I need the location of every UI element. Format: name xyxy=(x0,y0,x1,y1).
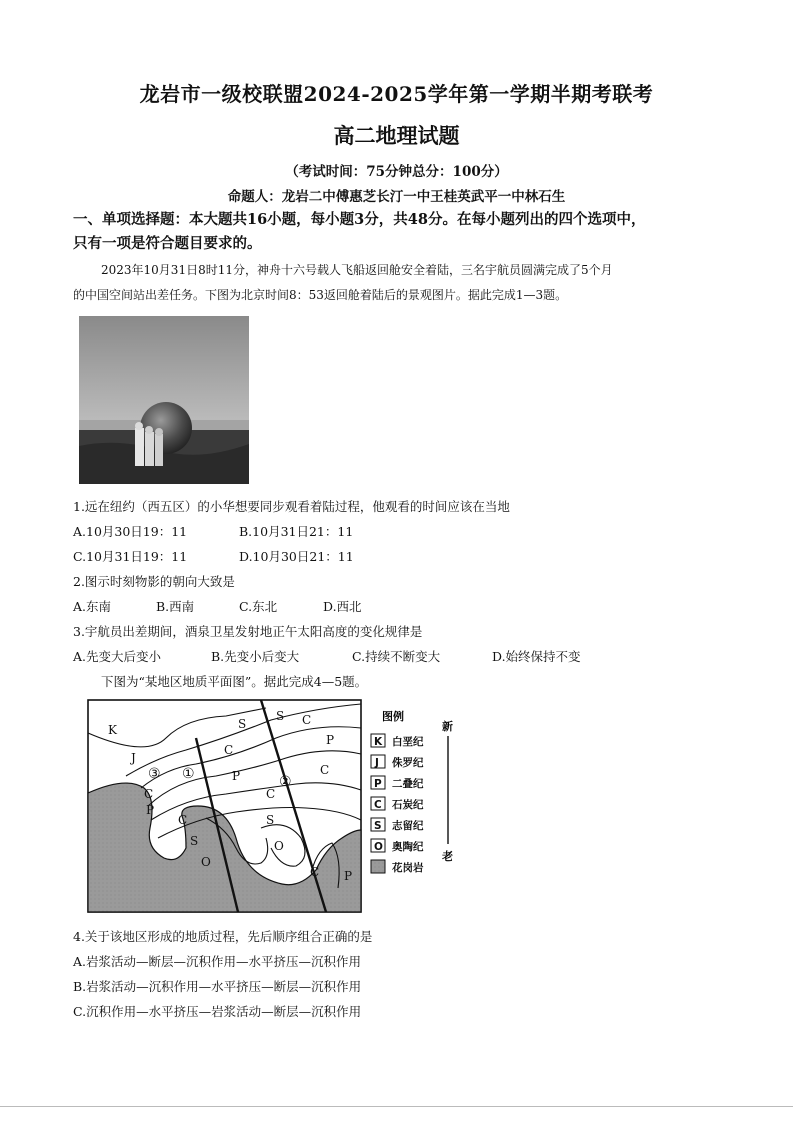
label-P-east: P xyxy=(326,733,335,747)
label-P-center: P xyxy=(232,769,241,783)
legend-name-C: 石炭纪 xyxy=(392,799,424,811)
exam-subtitle: 高二地理试题 xyxy=(333,123,460,148)
label-S-middle: S xyxy=(190,834,199,848)
page-bottom-divider xyxy=(0,1106,793,1107)
legend-name-J: 侏罗纪 xyxy=(392,757,424,769)
scale-new: 新 xyxy=(442,720,453,733)
q3-option-d: D.始终保持不变 xyxy=(492,649,581,664)
legend-code-K: K xyxy=(374,736,383,748)
legend-code-P: P xyxy=(374,778,382,790)
scale-old: 老 xyxy=(442,850,453,863)
label-C-east2: C xyxy=(320,763,330,777)
q1-option-d: D.10月30日21：11 xyxy=(239,549,354,564)
landing-photo xyxy=(79,316,249,484)
q3-option-a: A.先变大后变小 xyxy=(73,649,162,664)
marker-1: ① xyxy=(182,766,195,782)
q4-option-b: B.岩浆活动—沉积作用—水平挤压—断层—沉积作用 xyxy=(73,979,362,994)
label-C-west: C xyxy=(144,787,154,801)
q2-option-a: A.东南 xyxy=(73,599,112,614)
marker-3: ③ xyxy=(148,766,161,782)
question-2-stem: 2.图示时刻物影的朝向大致是 xyxy=(73,574,235,589)
q4-option-c: C.沉积作用—水平挤压—岩浆活动—断层—沉积作用 xyxy=(73,1004,362,1019)
q1-option-a: A.10月30日19：11 xyxy=(73,524,188,539)
legend-title: 图例 xyxy=(382,710,404,723)
map-intro: 下图为“某地区地质平面图”。据此完成4—5题。 xyxy=(101,674,368,689)
label-C-center: C xyxy=(224,743,234,757)
label-S-center: S xyxy=(238,717,247,731)
section-heading-line1: 一、单项选择题：本大题共16小题，每小题3分，共48分。在每小题列出的四个选项中， xyxy=(73,211,646,228)
label-K: K xyxy=(108,723,117,737)
q2-option-d: D.西北 xyxy=(323,599,362,614)
legend-code-J: J xyxy=(375,757,379,769)
question-3-stem: 3.宇航员出差期间，酒泉卫星发射地正午太阳高度的变化规律是 xyxy=(73,624,423,639)
q3-option-b: B.先变小后变大 xyxy=(211,649,300,664)
section-heading-line2: 只有一项是符合题目要求的。 xyxy=(73,235,262,252)
q3-option-c: C.持续不断变大 xyxy=(352,649,441,664)
q2-option-c: C.东北 xyxy=(239,599,278,614)
exam-authors: 命题人：龙岩二中傅惠芝长汀一中王桂英武平一中林石生 xyxy=(227,189,566,205)
label-C-southeast: C xyxy=(310,865,320,879)
question-1-stem: 1.远在纽约（西五区）的小华想要同步观看着陆过程，他观看的时间应该在当地 xyxy=(73,499,510,514)
intro-line1: 2023年10月31日8时11分，神舟十六号载人飞船返回舱安全着陆，三名宇航员圆满完成了5个月 xyxy=(101,263,613,277)
landing-photo-image xyxy=(79,316,249,484)
legend-code-O: O xyxy=(374,841,383,853)
q1-option-b: B.10月31日21：11 xyxy=(239,524,354,539)
geologic-map-svg xyxy=(86,698,466,920)
label-C-center2: C xyxy=(266,787,276,801)
legend-name-K: 白垩纪 xyxy=(392,736,424,748)
legend-name-S: 志留纪 xyxy=(392,820,424,832)
label-S-center2: S xyxy=(266,813,275,827)
label-C-east: C xyxy=(302,713,312,727)
legend-code-C: C xyxy=(374,799,382,811)
intro-line2: 的中国空间站出差任务。下图为北京时间8：53返回舱着陆后的景观图片。据此完成1—3题。 xyxy=(73,288,568,302)
label-J: J xyxy=(131,751,136,765)
legend-name-P: 二叠纪 xyxy=(392,778,424,790)
label-C-middle: C xyxy=(178,813,188,827)
label-O-center: O xyxy=(274,839,284,853)
label-O-middle: O xyxy=(201,855,211,869)
q1-option-c: C.10月31日19：11 xyxy=(73,549,188,564)
geologic-map xyxy=(86,698,466,920)
legend-name-granite: 花岗岩 xyxy=(392,862,424,874)
label-P-southeast: P xyxy=(344,869,353,883)
legend-name-O: 奥陶纪 xyxy=(392,841,424,853)
q2-option-b: B.西南 xyxy=(156,599,195,614)
exam-title: 龙岩市一级校联盟2024-2025学年第一学期半期考联考 xyxy=(139,82,654,106)
label-S-east: S xyxy=(276,709,285,723)
legend-swatch-granite xyxy=(371,860,385,873)
exam-info: （考试时间：75分钟总分：100分） xyxy=(285,164,508,180)
q4-option-a: A.岩浆活动—断层—沉积作用—水平挤压—沉积作用 xyxy=(73,954,362,969)
label-P-west: P xyxy=(146,803,155,817)
marker-2: ② xyxy=(279,774,292,790)
legend-code-S: S xyxy=(374,820,382,832)
question-4-stem: 4.关于该地区形成的地质过程，先后顺序组合正确的是 xyxy=(73,929,373,944)
